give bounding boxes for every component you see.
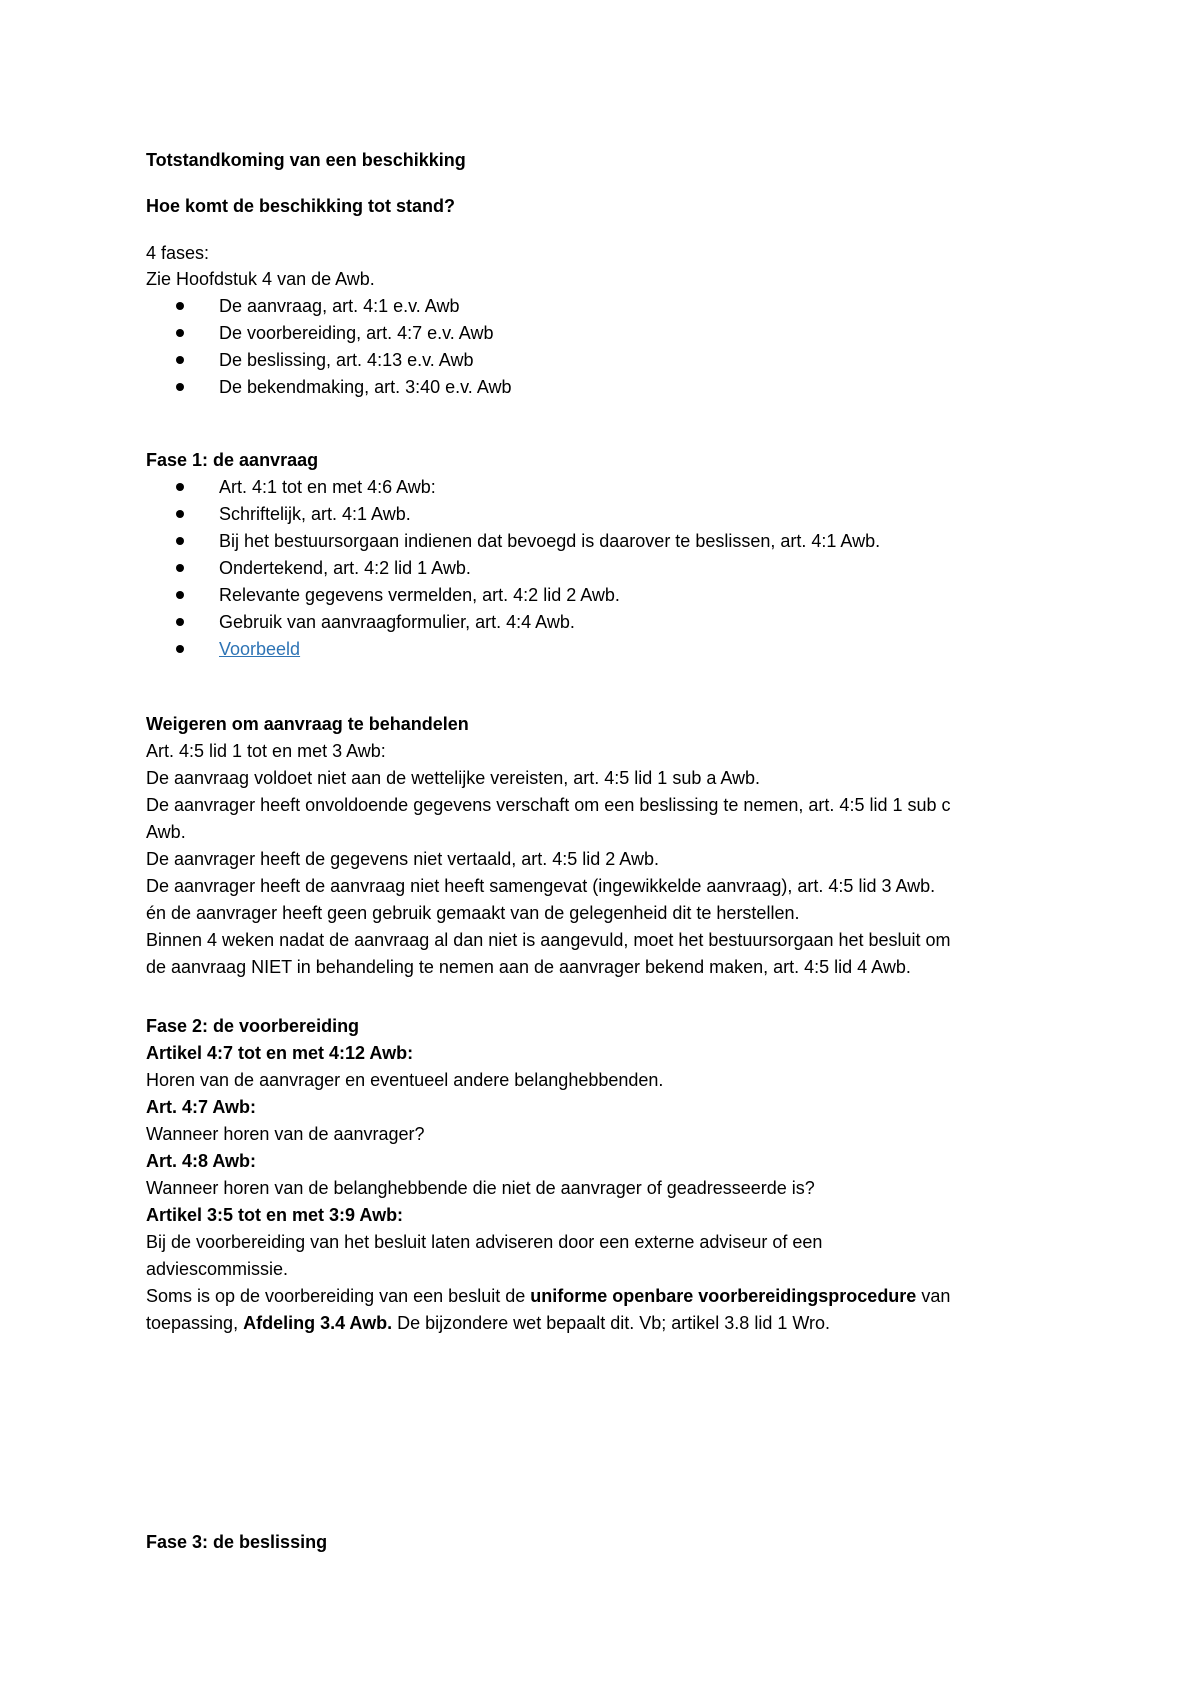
text-run-bold: uniforme openbare voorbereidingsprocedure (530, 1286, 917, 1306)
paragraph-line: De aanvraag voldoet niet aan de wettelijke vereisten, art. 4:5 lid 1 sub a Awb. (146, 768, 761, 788)
paragraph-line: Art. 4:5 lid 1 tot en met 3 Awb: (146, 741, 386, 761)
section-heading-how: Hoe komt de beschikking tot stand? (146, 196, 456, 216)
bullet-icon (176, 483, 184, 491)
bullet-icon (176, 564, 184, 572)
bullet-icon (176, 383, 184, 391)
voorbeeld-link[interactable]: Voorbeeld (219, 639, 301, 659)
list-item-text: Schriftelijk, art. 4:1 Awb. (219, 504, 411, 524)
text-run: van (916, 1286, 951, 1306)
paragraph-line (146, 1283, 950, 1310)
section-heading-weigeren: Weigeren om aanvraag te behandelen (146, 714, 469, 734)
bullet-icon (176, 618, 184, 626)
paragraph-line: De aanvrager heeft de gegevens niet vertaald, art. 4:5 lid 2 Awb. (146, 849, 659, 869)
list-item-text: Art. 4:1 tot en met 4:6 Awb: (219, 477, 436, 497)
intro-line: Zie Hoofdstuk 4 van de Awb. (146, 269, 375, 289)
bullet-icon (176, 537, 184, 545)
paragraph-line: Binnen 4 weken nadat de aanvraag al dan niet is aangevuld, moet het bestuursorgaan het besluit om (146, 930, 951, 950)
text-run: toepassing, (146, 1313, 244, 1333)
text-run-bold: Afdeling 3.4 Awb. (243, 1313, 393, 1333)
bullet-icon (176, 329, 184, 337)
paragraph-line: De aanvrager heeft onvoldoende gegevens verschaft om een beslissing te nemen, art. 4:5 lid 1 sub c (146, 795, 951, 815)
paragraph-line: én de aanvrager heeft geen gebruik gemaakt van de gelegenheid dit te herstellen. (146, 903, 800, 923)
bullet-icon (176, 356, 184, 364)
section-heading-fase3: Fase 3: de beslissing (146, 1532, 328, 1552)
paragraph-line: Wanneer horen van de belanghebbende die niet de aanvrager of geadresseerde is? (146, 1178, 815, 1198)
text-run: Soms is op de voorbereiding van een besluit de (146, 1286, 531, 1306)
list-item-text: De voorbereiding, art. 4:7 e.v. Awb (219, 323, 494, 343)
paragraph-line (146, 1310, 830, 1337)
section-heading-fase1: Fase 1: de aanvraag (146, 450, 319, 470)
list-item-text: Ondertekend, art. 4:2 lid 1 Awb. (219, 558, 471, 578)
bullet-icon (176, 302, 184, 310)
subheading: Artikel 3:5 tot en met 3:9 Awb: (146, 1205, 404, 1225)
intro-line: 4 fases: (146, 243, 210, 263)
subheading: Art. 4:7 Awb: (146, 1097, 257, 1117)
list-item-text: Gebruik van aanvraagformulier, art. 4:4 Awb. (219, 612, 575, 632)
subheading: Artikel 4:7 tot en met 4:12 Awb: (146, 1043, 414, 1063)
list-item-text: De beslissing, art. 4:13 e.v. Awb (219, 350, 474, 370)
list-item-text: Relevante gegevens vermelden, art. 4:2 lid 2 Awb. (219, 585, 620, 605)
section-heading-fase2: Fase 2: de voorbereiding (146, 1016, 360, 1036)
list-item-text: Bij het bestuursorgaan indienen dat bevoegd is daarover te beslissen, art. 4:1 Awb. (219, 531, 881, 551)
subheading: Art. 4:8 Awb: (146, 1151, 257, 1171)
paragraph-line: Horen van de aanvrager en eventueel andere belanghebbenden. (146, 1070, 664, 1090)
list-item-text: De aanvraag, art. 4:1 e.v. Awb (219, 296, 460, 316)
list-item-text: De bekendmaking, art. 3:40 e.v. Awb (219, 377, 512, 397)
paragraph-line: Bij de voorbereiding van het besluit laten adviseren door een externe adviseur of een (146, 1232, 823, 1252)
paragraph-line: de aanvraag NIET in behandeling te nemen aan de aanvrager bekend maken, art. 4:5 lid 4 Awb. (146, 957, 911, 977)
bullet-icon (176, 591, 184, 599)
document-title: Totstandkoming van een beschikking (146, 150, 466, 170)
paragraph-line: adviescommissie. (146, 1259, 289, 1279)
bullet-icon (176, 510, 184, 518)
paragraph-line: Wanneer horen van de aanvrager? (146, 1124, 425, 1144)
paragraph-line: De aanvrager heeft de aanvraag niet heeft samengevat (ingewikkelde aanvraag), art. 4:5 lid 3 Awb. (146, 876, 936, 896)
bullet-icon (176, 645, 184, 653)
text-run: De bijzondere wet bepaalt dit. Vb; artikel 3.8 lid 1 Wro. (392, 1313, 831, 1333)
paragraph-line: Awb. (146, 822, 186, 842)
